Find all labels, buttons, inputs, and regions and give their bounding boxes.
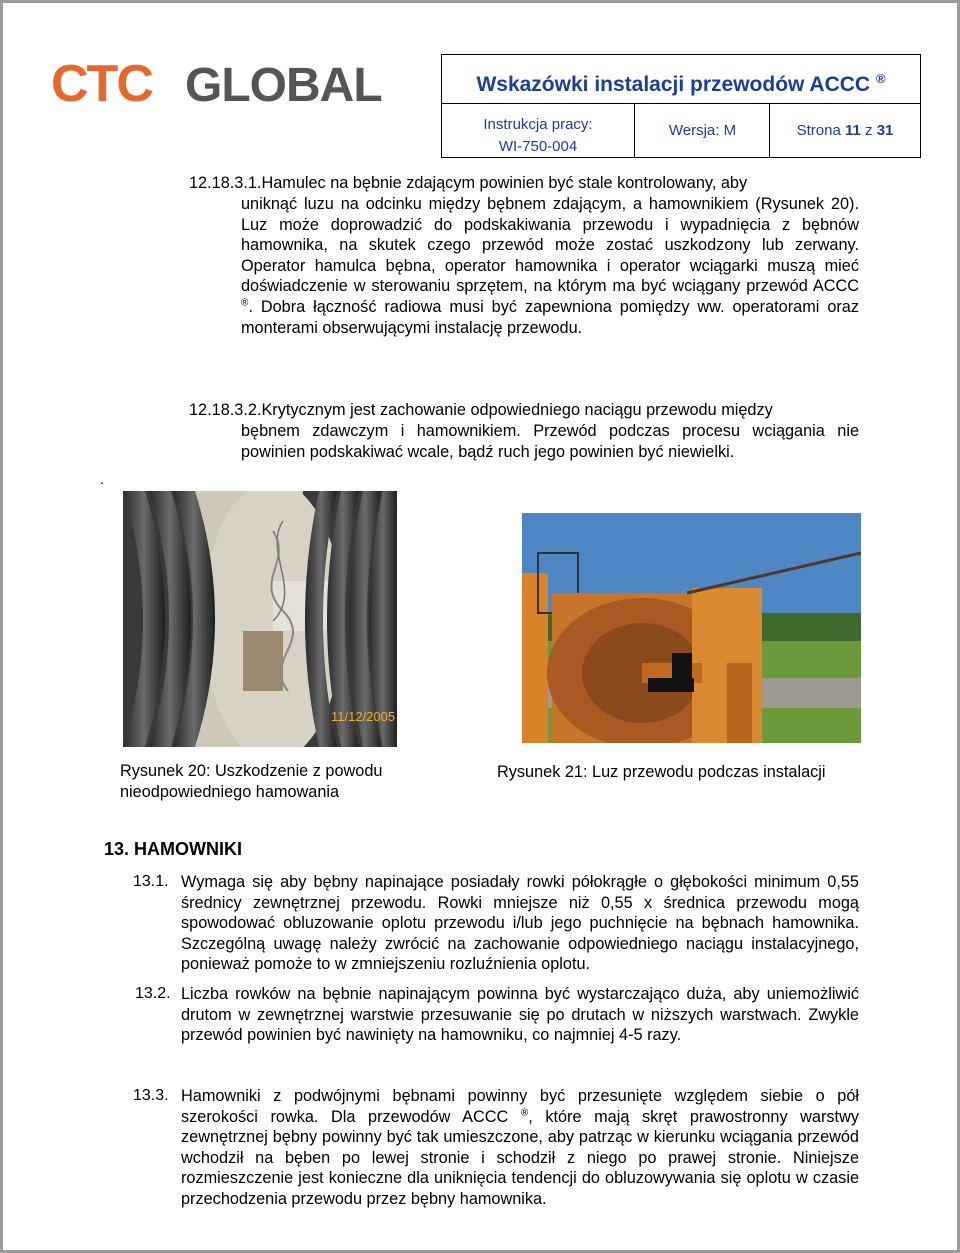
figure-20-photo: [123, 491, 397, 747]
document-title: Wskazówki instalacji przewodów ACCC ®: [442, 55, 920, 104]
item-13-3-text: Hamowniki z podwójnymi bębnami powinny być przesunięte względem siebie o pół szerokości rowka. Dla przewodów ACCC ®, które mają skręt prawostronny warstwy zewnętrznej bębny powinny być tak umieszczone, aby patrząc w kierunku wciągania przewód wchodził na bęben po lewej stronie i schodził z niego po prawej stronie. Niniejsze rozmieszczenie jest konieczne dla uniknięcia tendencji do obluzowywania się oplotu w czasie przechodzenia przewodu przez bębny hamownika.: [181, 1087, 859, 1208]
figure-21-caption: Rysunek 21: Luz przewodu podczas instalacji: [497, 763, 826, 781]
ctc-global-logo: [49, 55, 389, 109]
instruction-cell: [442, 104, 635, 157]
item-13-3-number: 13.3.: [133, 1087, 169, 1104]
page-number-cell: Strona 11 z 31: [796, 122, 894, 139]
figure-21-photo: [522, 513, 861, 743]
section-12-18-3-1-first-line: 12.18.3.1.Hamulec na bębnie zdającym powinien być stale kontrolowany, aby: [189, 174, 748, 192]
item-13-1-number: 13.1.: [133, 873, 169, 890]
figure-20-timestamp: 11/12/2005: [331, 709, 396, 724]
svg-text:GLOBAL: GLOBAL: [185, 59, 382, 109]
section-13-heading: 13. HAMOWNIKI: [104, 839, 243, 859]
item-13-2-text: Liczba rowków na bębnie napinającym powinna być wystarczająco duża, aby uniemożliwić drutom w zewnętrznej warstwie przesuwanie się po drutach w niższych warstwach. Zwykle przewód powinien być nawinięty na hamowniku, co najmniej 4-5 razy.: [181, 985, 859, 1045]
instruction-label: Instrukcja pracy:: [483, 116, 593, 133]
figure-20-caption: Rysunek 20: Uszkodzenie z powodu nieodpowiedniego hamowania: [120, 762, 383, 801]
svg-text:CTC: CTC: [51, 55, 152, 109]
section-12-18-3-1-body: uniknąć luzu na odcinku między bębnem zdającym, a hamownikiem (Rysunek 20). Luz może doprowadzić do podskakiwania przewodu i wypadnięcia z bębnów hamownika, na skutek czego przewód może zostać uszkodzony lub zerwany. Operator hamulca bębna, operator hamownika i operator wciągarki muszą mieć doświadczenie w sterowaniu sprzętem, na którym ma być wciągany przewód ACCC ®. Dobra łączność radiowa musi być zapewniona pomiędzy ww. operatorami oraz monterami obserwującymi instalację przewodu.: [241, 195, 859, 337]
section-12-18-3-2-first-line: 12.18.3.2.Krytycznym jest zachowanie odpowiedniego naciągu przewodu między: [189, 401, 773, 419]
document-page: [3, 3, 957, 1250]
instruction-code: WI-750-004: [498, 138, 578, 155]
document-header-table: [441, 54, 921, 158]
stray-dot: .: [100, 471, 104, 487]
version-cell: Wersja: M: [636, 104, 770, 157]
section-12-18-3-2-body: bębnem zdawczym i hamownikiem. Przewód podczas procesu wciągania nie powinien podskakiwać wcale, bądź ruch jego powinien być niewielki.: [241, 422, 859, 461]
item-13-2-number: 13.2.: [135, 985, 171, 1002]
item-13-1-text: Wymaga się aby bębny napinające posiadały rowki półokrągłe o głębokości minimum 0,55 średnicy zewnętrznej przewodu. Rowki mniejsze niż 0,55 x średnica przewodu mogą spowodować obluzowanie oplotu przewodu i/lub jego puchnięcie na bębnach hamownika. Szczególną uwagę należy zwrócić na zachowanie odpowiedniego naciągu instalacyjnego, ponieważ pomoże to w zmniejszeniu rozluźnienia oplotu.: [181, 873, 859, 974]
